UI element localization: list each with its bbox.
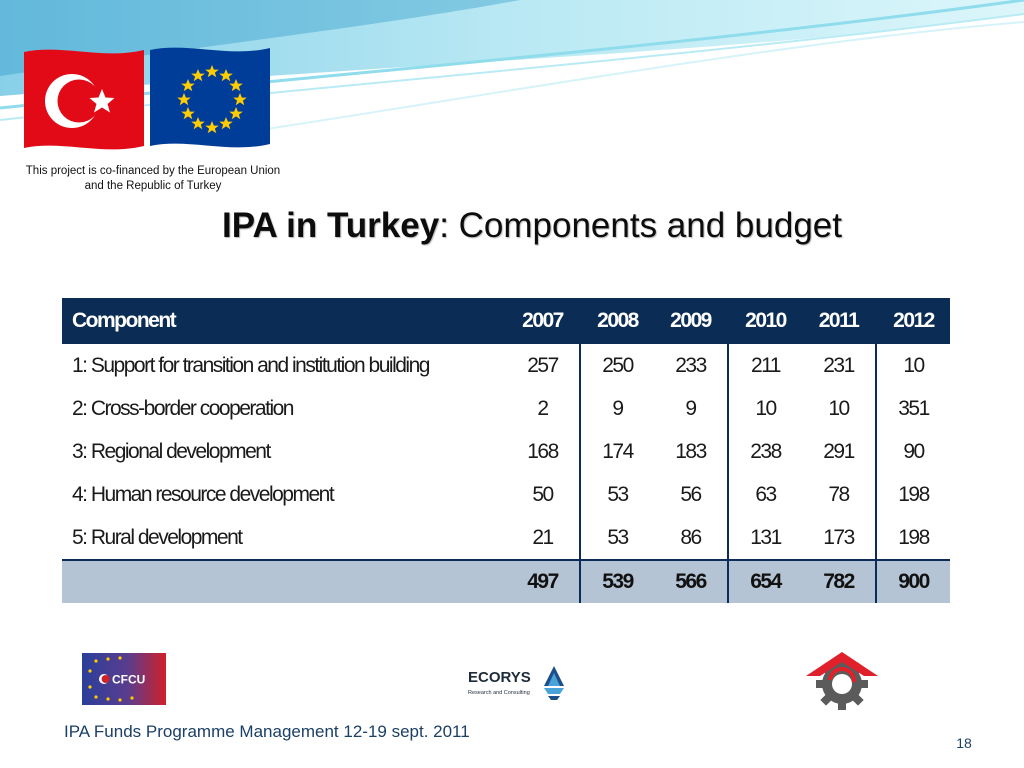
value-cell: 174 <box>580 430 654 473</box>
footer-text: IPA Funds Programme Management 12-19 sept. 2011 <box>64 722 470 741</box>
value-cell: 257 <box>527 353 558 377</box>
header-cell-2007: 2007 <box>506 298 580 344</box>
cfcu-logo-icon <box>82 653 166 705</box>
value-cell: 183 <box>675 439 706 463</box>
gear-logo-icon <box>800 648 884 712</box>
value-cell: 250 <box>580 344 654 387</box>
value-cell: 10 <box>828 396 849 420</box>
header-cell-2011: 2011 <box>802 298 876 344</box>
table-row <box>62 473 950 516</box>
table-row <box>62 387 950 430</box>
total-label-cell <box>62 560 506 603</box>
total-cell: 782 <box>802 560 876 603</box>
value-cell: 351 <box>876 387 950 430</box>
component-cell: 1: Support for transition and institution building <box>72 353 429 377</box>
value-cell: 198 <box>876 473 950 516</box>
component-cell: 3: Regional development <box>72 439 270 463</box>
total-row <box>62 560 950 603</box>
value-cell: 53 <box>580 473 654 516</box>
table-row <box>62 430 950 473</box>
value-cell: 9 <box>685 396 696 420</box>
value-cell: 56 <box>680 482 701 506</box>
value-cell: 10 <box>728 387 802 430</box>
value-cell: 231 <box>823 353 854 377</box>
value-cell: 10 <box>876 344 950 387</box>
value-cell: 53 <box>580 516 654 560</box>
header-cell-component: Component <box>62 298 506 344</box>
component-cell: 4: Human resource development <box>72 482 334 506</box>
value-cell: 63 <box>728 473 802 516</box>
ecorys-logo-text: ECORYS <box>468 669 531 686</box>
cofinance-notice: This project is co-financed by the European Union and the Republic of Turkey <box>25 165 281 192</box>
total-cell: 900 <box>876 560 950 603</box>
value-cell: 168 <box>527 439 558 463</box>
budget-table <box>62 298 950 603</box>
table-row <box>62 516 950 560</box>
value-cell: 2 <box>537 396 548 420</box>
header-cell-2010: 2010 <box>728 298 802 344</box>
budget-table-wrapper <box>62 298 950 603</box>
value-cell: 50 <box>532 482 553 506</box>
value-cell: 86 <box>680 525 701 549</box>
header-cell-2012: 2012 <box>876 298 950 344</box>
total-cell: 566 <box>654 560 728 603</box>
table-header-row <box>62 298 950 344</box>
table-row <box>62 344 950 387</box>
value-cell: 21 <box>532 525 553 549</box>
value-cell: 211 <box>728 344 802 387</box>
ecorys-logo-icon <box>466 660 570 704</box>
page-title <box>0 206 1024 246</box>
title-rest-part: : Components and budget <box>439 206 842 245</box>
value-cell: 90 <box>876 430 950 473</box>
value-cell: 198 <box>876 516 950 560</box>
page-number: 18 <box>956 735 972 751</box>
value-cell: 291 <box>823 439 854 463</box>
ecorys-tagline: Research and Consulting <box>468 690 530 696</box>
header-cell-2009: 2009 <box>654 298 728 344</box>
title-bold-part: IPA in Turkey <box>222 206 440 245</box>
flags-group <box>22 46 272 152</box>
component-cell: 2: Cross-border cooperation <box>72 396 293 420</box>
total-cell: 497 <box>506 560 580 603</box>
value-cell: 173 <box>823 525 854 549</box>
value-cell: 131 <box>728 516 802 560</box>
total-cell: 654 <box>728 560 802 603</box>
turkey-flag-icon <box>22 46 146 152</box>
value-cell: 78 <box>828 482 849 506</box>
value-cell: 238 <box>728 430 802 473</box>
value-cell: 233 <box>675 353 706 377</box>
component-cell: 5: Rural development <box>72 525 242 549</box>
header-cell-2008: 2008 <box>580 298 654 344</box>
cfcu-logo-text: CFCU <box>112 672 146 687</box>
value-cell: 9 <box>580 387 654 430</box>
total-cell: 539 <box>580 560 654 603</box>
eu-flag-icon <box>148 46 272 152</box>
